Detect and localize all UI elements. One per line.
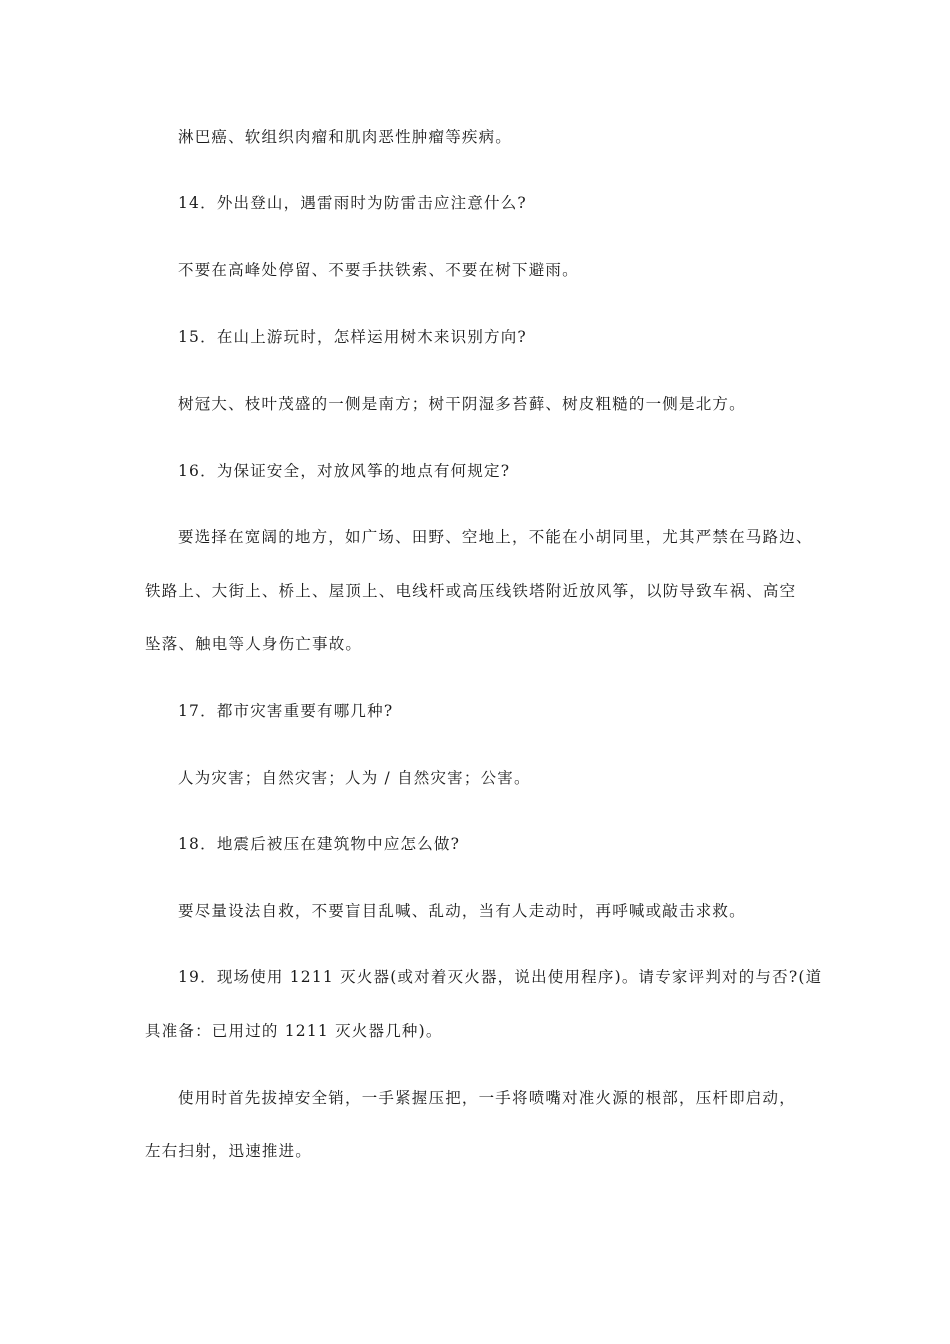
answer-18: 要尽量设法自救，不要盲目乱喊、乱动，当有人走动时，再呼喊或敲击求救。 [178,902,746,920]
question-18: 18．地震后被压在建筑物中应怎么做? [178,835,461,853]
question-15: 15．在山上游玩时，怎样运用树木来识别方向? [178,328,527,346]
question-14: 14．外出登山，遇雷雨时为防雷击应注意什么? [178,194,527,212]
answer-19-line-2: 左右扫射，迅速推进。 [145,1142,313,1160]
question-16: 16．为保证安全，对放风筝的地点有何规定? [178,462,511,480]
question-17: 17．都市灾害重要有哪几种? [178,702,394,720]
answer-16-line-1: 要选择在宽阔的地方，如广场、田野、空地上，不能在小胡同里，尤其严禁在马路边、 [178,528,813,546]
answer-16-line-3: 坠落、触电等人身伤亡事故。 [145,635,363,653]
answer-15: 树冠大、枝叶茂盛的一侧是南方；树干阴湿多苔藓、树皮粗糙的一侧是北方。 [178,395,746,413]
answer-19-line-1: 使用时首先拔掉安全销，一手紧握压把，一手将喷嘴对准火源的根部，压杆即启动， [178,1089,796,1107]
answer-16-line-2: 铁路上、大街上、桥上、屋顶上、电线杆或高压线铁塔附近放风筝，以防导致车祸、高空 [145,582,797,600]
question-19-line-2: 具准备：已用过的 1211 灭火器几种)。 [145,1022,443,1040]
answer-13-continuation: 淋巴癌、软组织肉瘤和肌肉恶性肿瘤等疾病。 [178,128,513,146]
answer-14: 不要在高峰处停留、不要手扶铁索、不要在树下避雨。 [178,261,579,279]
question-19-line-1: 19．现场使用 1211 灭火器(或对着灭火器，说出使用程序)。请专家评判对的与否?(道 [178,968,823,986]
answer-17: 人为灾害；自然灾害；人为 / 自然灾害；公害。 [178,769,531,787]
